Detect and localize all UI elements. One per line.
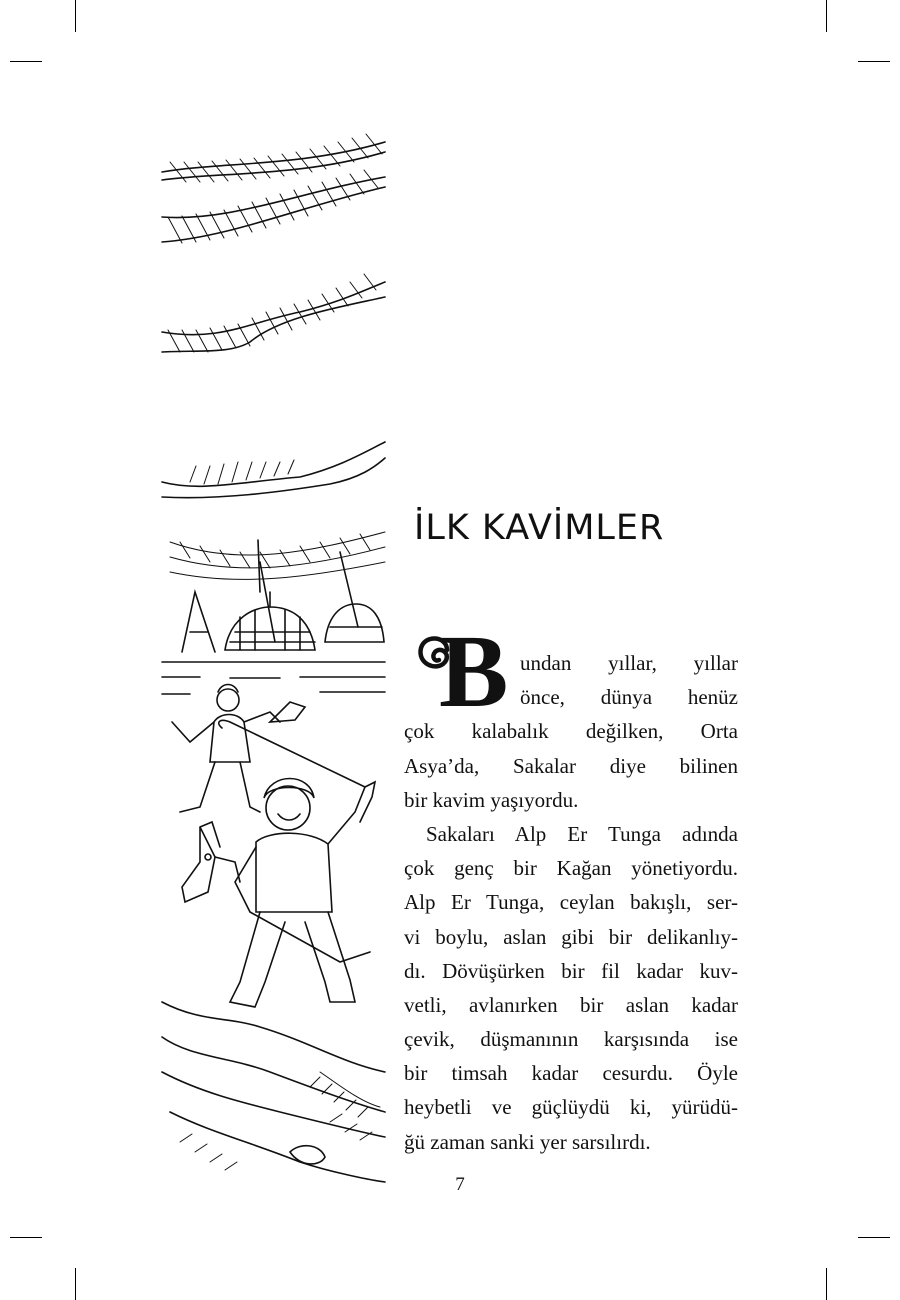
paragraph-1 — [404, 646, 738, 817]
crop-mark — [75, 1268, 76, 1300]
page-number: 7 — [455, 1174, 465, 1195]
crop-mark — [10, 61, 42, 62]
text-line: önce, dünya henüz — [520, 685, 738, 710]
paragraph-2 — [404, 817, 738, 1159]
text-line: vi boylu, aslan gibi bir delikanlıy- — [404, 924, 738, 949]
sky-hatching — [168, 134, 385, 579]
text-line: çok genç bir Kağan yönetiyordu. — [404, 856, 738, 881]
drop-cap-letter: B — [439, 620, 509, 716]
crop-mark — [10, 1237, 42, 1238]
rocky-ground — [162, 1002, 385, 1182]
text-line: Sakaları Alp Er Tunga adında — [426, 821, 738, 846]
crop-mark — [858, 61, 890, 62]
text-line: undan yıllar, yıllar — [520, 651, 738, 675]
text-line: bir kavim yaşıyordu. — [404, 787, 579, 812]
text-line: ğü zaman sanki yer sarsılırdı. — [404, 1129, 651, 1154]
horse-head — [182, 822, 240, 902]
chapter-title: İLK KAVİMLER — [414, 508, 665, 548]
crop-mark — [826, 1268, 827, 1300]
warrior-main — [219, 720, 375, 1007]
text-line: Alp Er Tunga, ceylan bakışlı, ser- — [404, 890, 738, 915]
crop-mark — [826, 0, 827, 32]
text-line: heybetli ve güçlüydü ki, yürüdü- — [404, 1095, 738, 1120]
sky-clouds — [162, 142, 385, 498]
text-line: çevik, düşmanının karşısında ise — [404, 1027, 738, 1052]
text-line: bir timsah kadar cesurdu. Öyle — [404, 1061, 738, 1086]
text-line: dı. Dövüşürken bir fil kadar kuv- — [404, 958, 738, 983]
illustration-warriors — [160, 122, 390, 1192]
crop-mark — [858, 1237, 890, 1238]
text-line: vetli, avlanırken bir aslan kadar — [404, 992, 738, 1017]
crop-mark — [75, 0, 76, 32]
text-line: Asya’da, Sakalar diye bilinen — [404, 753, 738, 778]
body-text — [404, 646, 738, 1159]
text-line: çok kalabalık değilken, Orta — [404, 719, 738, 744]
